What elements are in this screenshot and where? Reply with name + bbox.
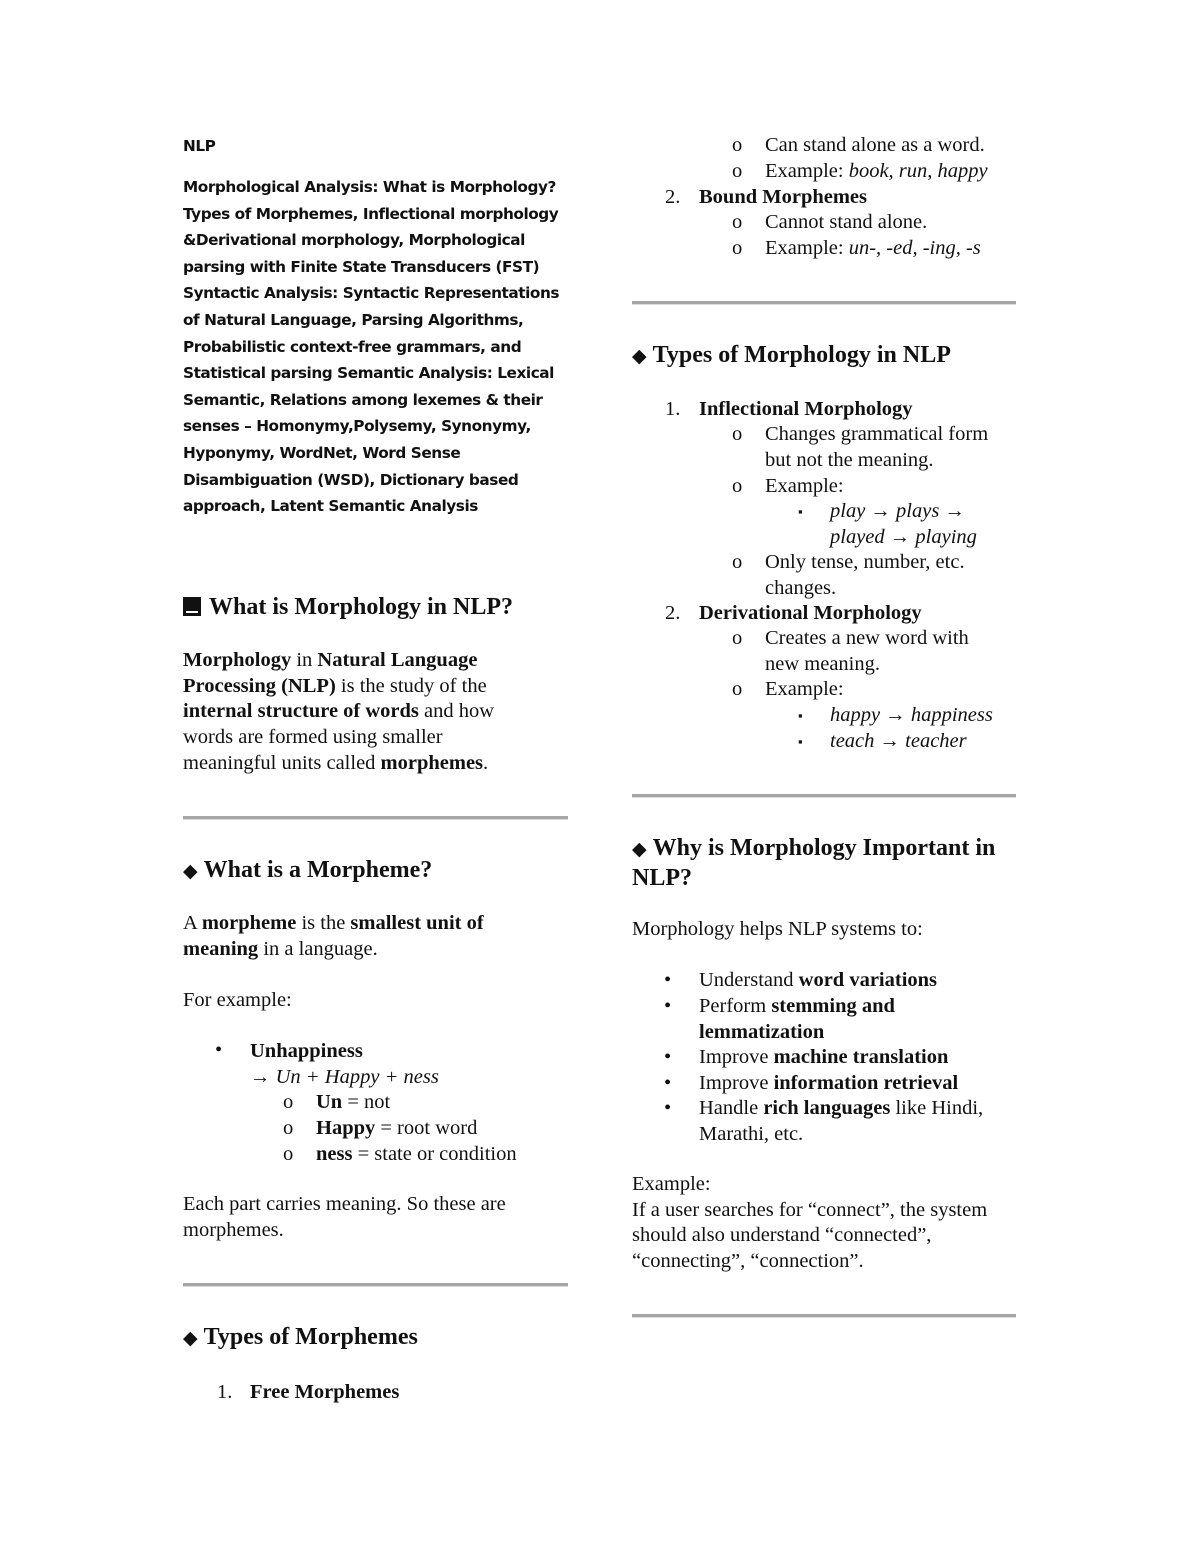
derivational-point: Creates a new word with <box>765 627 969 649</box>
derivational-example-label: Example: <box>765 678 844 700</box>
syllabus-line: parsing with Finite State Transducers (FST) <box>183 257 540 276</box>
inflectional-point: Only tense, number, etc. <box>765 551 965 573</box>
why-example-text: If a user searches for “connect”, the system <box>632 1199 988 1221</box>
square-bullet-icon: ▪ <box>798 708 803 723</box>
circle-bullet-icon: o <box>732 211 743 233</box>
section-divider <box>632 301 1016 305</box>
free-point: Can stand alone as a word. <box>765 134 985 156</box>
why-example-label: Example: <box>632 1173 711 1195</box>
bullet-icon: • <box>664 1097 672 1119</box>
circle-bullet-icon: o <box>283 1117 294 1139</box>
syllabus-line: Statistical parsing Semantic Analysis: Lexical <box>183 364 554 383</box>
syllabus-line: &Derivational morphology, Morphological <box>183 231 525 250</box>
derivational-example: happy → happiness <box>830 704 993 726</box>
section-divider <box>183 1283 568 1287</box>
syllabus-line: approach, Latent Semantic Analysis <box>183 497 478 516</box>
section-heading-morpheme: ◆ What is a Morpheme? <box>183 857 433 883</box>
why-bullet-cont: lemmatization <box>699 1021 825 1043</box>
syllabus-line: Semantic, Relations among lexemes & their <box>183 390 543 409</box>
inflectional-point: Changes grammatical form <box>765 423 989 445</box>
why-bullet: Understand word variations <box>699 969 938 991</box>
why-bullet-cont: Marathi, etc. <box>699 1123 804 1145</box>
bound-example: Example: un-, -ed, -ing, -s <box>765 237 981 259</box>
derivational-label: Derivational Morphology <box>699 602 922 624</box>
circle-bullet-icon: o <box>283 1143 294 1165</box>
syllabus-text <box>183 174 583 520</box>
section-divider <box>632 794 1016 798</box>
bullet-icon: • <box>215 1039 223 1061</box>
circle-bullet-icon: o <box>732 134 743 156</box>
bullet-icon: • <box>664 1046 672 1068</box>
derivational-point-cont: new meaning. <box>765 653 880 675</box>
free-morphemes-label: Free Morphemes <box>250 1381 400 1403</box>
why-intro: Morphology helps NLP systems to: <box>632 918 923 940</box>
why-example-text: should also understand “connected”, <box>632 1224 932 1246</box>
inflectional-example-cont: played → playing <box>830 526 977 548</box>
morpheme-part: Un = not <box>316 1091 391 1113</box>
morphology-definition: Morphology in Natural Language Processing (NLP) is the study of the internal structure of words and how words are formed using smaller meaningful units called morphemes. <box>183 649 495 774</box>
bound-point: Cannot stand alone. <box>765 211 928 233</box>
inflectional-example: play → plays → <box>830 500 965 522</box>
list-number: 2. <box>665 602 681 624</box>
syllabus-line: Disambiguation (WSD), Dictionary based <box>183 470 519 489</box>
circle-bullet-icon: o <box>283 1091 294 1113</box>
circle-bullet-icon: o <box>732 551 743 573</box>
syllabus-line: of Natural Language, Parsing Algorithms, <box>183 310 524 329</box>
why-bullet: Improve machine translation <box>699 1046 949 1068</box>
syllabus-line: Syntactic Analysis: Syntactic Representations <box>183 284 560 303</box>
bullet-icon: • <box>664 995 672 1017</box>
bullet-icon: • <box>664 1072 672 1094</box>
for-example-label: For example: <box>183 989 292 1011</box>
circle-bullet-icon: o <box>732 475 743 497</box>
why-bullet: Handle rich languages like Hindi, <box>699 1097 984 1119</box>
morpheme-part: ness = state or condition <box>316 1143 517 1165</box>
list-number: 2. <box>665 186 681 208</box>
syllabus-line: Morphological Analysis: What is Morphology? <box>183 178 556 196</box>
syllabus-line: Hyponymy, WordNet, Word Sense <box>183 443 461 462</box>
section-heading-morphology: What is Morphology in NLP? <box>183 593 513 622</box>
diamond-icon: ◆ <box>183 1328 198 1349</box>
morpheme-part: Happy = root word <box>316 1117 478 1139</box>
closing-text: Each part carries meaning. So these are morphemes. <box>183 1193 506 1241</box>
why-bullet: Perform stemming and <box>699 995 895 1017</box>
square-bullet-icon: ▪ <box>798 504 803 519</box>
example-breakdown: → Un + Happy + ness <box>250 1066 439 1088</box>
why-example-text: “connecting”, “connection”. <box>632 1250 864 1272</box>
circle-bullet-icon: o <box>732 627 743 649</box>
free-example: Example: book, run, happy <box>765 160 988 182</box>
section-heading-why-important: ◆ Why is Morphology Important in NLP? <box>632 835 996 891</box>
circle-bullet-icon: o <box>732 678 743 700</box>
diamond-icon: ◆ <box>632 839 647 860</box>
morpheme-definition: A morpheme is the smallest unit of meaning in a language. <box>183 912 484 960</box>
derivational-example: teach → teacher <box>830 730 967 752</box>
inflectional-label: Inflectional Morphology <box>699 398 913 420</box>
inflectional-point-cont: but not the meaning. <box>765 449 934 471</box>
inflectional-point-cont: changes. <box>765 577 837 599</box>
document-title: NLP <box>183 137 216 155</box>
list-number: 1. <box>217 1381 233 1403</box>
bound-morphemes-label: Bound Morphemes <box>699 186 868 208</box>
circle-bullet-icon: o <box>732 237 743 259</box>
syllabus-line: senses – Homonymy,Polysemy, Synonymy, <box>183 417 531 436</box>
circle-bullet-icon: o <box>732 160 743 182</box>
section-heading-types-of-morphology: ◆ Types of Morphology in NLP <box>632 342 951 368</box>
inflectional-example-label: Example: <box>765 475 844 497</box>
list-number: 1. <box>665 398 681 420</box>
why-bullet: Improve information retrieval <box>699 1072 959 1094</box>
diamond-icon: ◆ <box>632 346 647 367</box>
section-divider <box>632 1314 1016 1318</box>
syllabus-line: Types of Morphemes, Inflectional morphology <box>183 204 559 223</box>
syllabus-line: Probabilistic context-free grammars, and <box>183 337 522 356</box>
section-divider <box>183 816 568 820</box>
circle-bullet-icon: o <box>732 423 743 445</box>
square-bullet-icon: ▪ <box>798 734 803 749</box>
example-word: Unhappiness <box>250 1040 363 1062</box>
diamond-icon: ◆ <box>183 861 198 882</box>
bullet-icon: • <box>664 969 672 991</box>
section-heading-types-of-morphemes: ◆ Types of Morphemes <box>183 1324 418 1350</box>
book-icon <box>183 597 201 616</box>
